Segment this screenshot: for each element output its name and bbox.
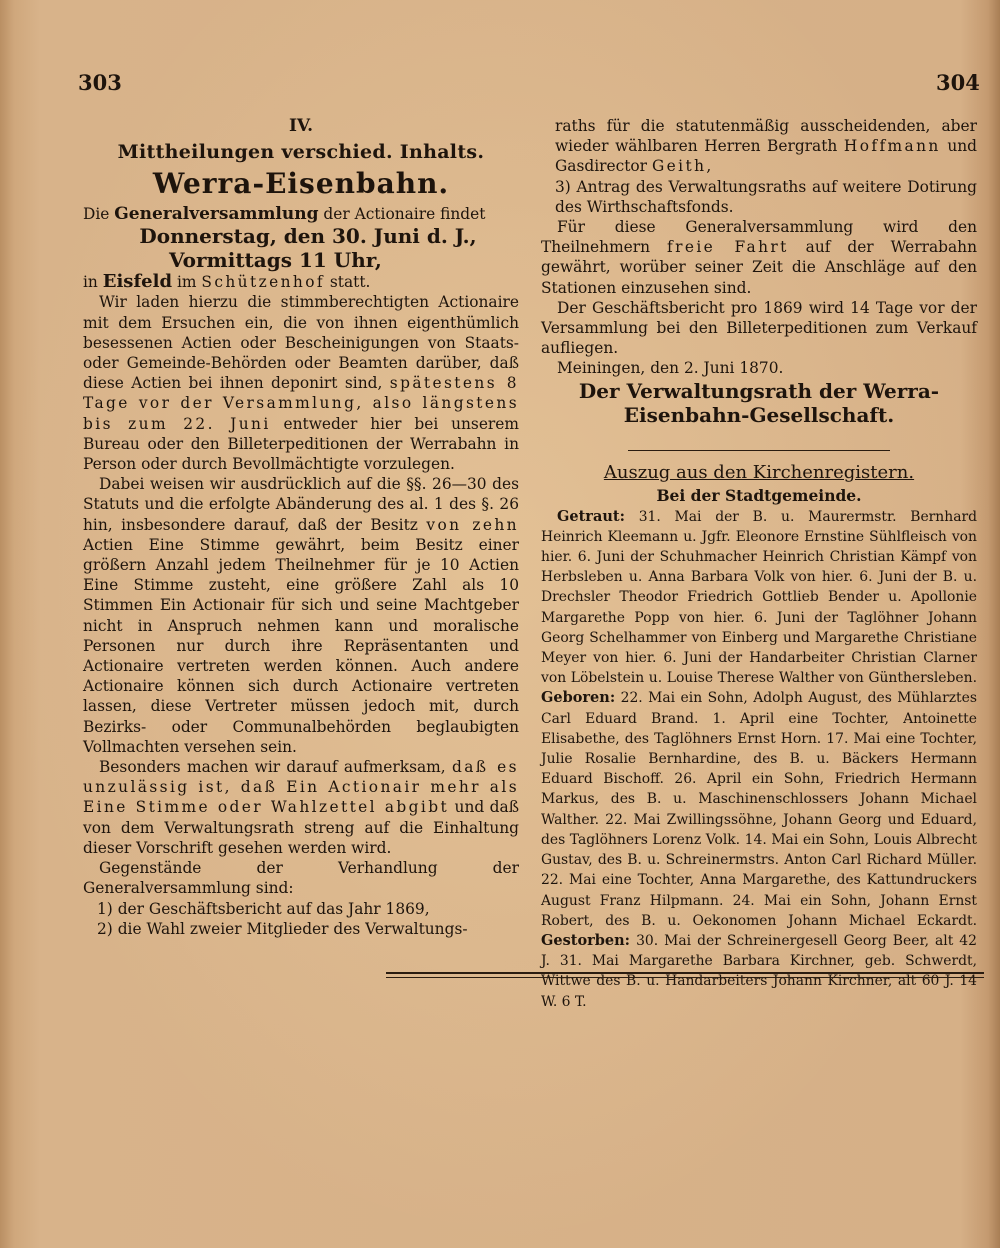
agenda-item-2-continued [541,116,977,177]
bottom-rule-thin [386,977,984,978]
p5-text-c: auf der Werrabahn gewährt, worüber seiner Zeit die Anschläge auf den Stationen einzusehen sind. [541,238,977,297]
paragraph-statutes [83,474,519,757]
page-number-right: 304 [936,70,980,95]
right-column [541,116,977,1012]
text-geboren: 22. Mai ein Sohn, Adolph August, des Mühlarztes Carl Eduard Brand. 1. April eine Tochter, Antoinette Elisabethe, des Taglöhners Ernst Horn. 17. Mai eine Tochter, Julie Rosalie Bernhardine, des B. u. Bäckers Hermann Eduard Bischoff. 26. April ein Sohn, Friedrich Hermann Markus, des B. u. Maschinenschlossers Johann Michael Walther. 22. Mai Zwillingssöhne, Johann Georg und Eduard, des Taglöhners Lorenz Volk. 14. Mai ein Sohn, Louis Albrecht Gustav, des B. u. Schreinermstrs. Anton Carl Richard Müller. 22. Mai eine Tochter, Anna Margarethe, des Kattundruckers August Franz Hilpmann. 24. Mai ein Sohn, Johann Ernst Robert, des B. u. Oekonomen Johann Michael Eckardt. [541,690,977,929]
text-getraut: 31. Mai der B. u. Maurermstr. Bernhard Heinrich Kleemann u. Jgfr. Eleonore Ernstine Sühlfleisch von hier. 6. Juni der Schuhmacher Heinrich Christian Kämpf von Herbsleben u. Anna Barbara Volk von hier. 6. Juni der B. u. Drechsler Theodor Friedrich Gottlieb Bender u. Apollonie Margarethe Popp von hier. 6. Juni der Taglöhner Johann Georg Schelhammer von Einberg und Margarethe Christiane Meyer von hier. 6. Juni der Handarbeiter Christian Clarner von Löbelstein u. Louise Therese Walther von Günthersleben. [541,508,978,687]
p5-text-a: Für diese Generalversammlung wird den Theilnehmern [541,218,977,257]
meeting-date: Donnerstag, den 30. Juni d. J., [139,224,477,249]
label-getraut: Getraut: [557,507,625,525]
paragraph-agenda: Gegenstände der Verhandlung der Generalversammlung sind: [83,859,519,898]
meeting-place [83,272,519,292]
p2-von-zehn: von zehn [426,515,519,534]
intro-die: Die [83,205,110,223]
name-hoffmann: Hoffmann [843,137,941,156]
page-number-left: 303 [78,70,122,95]
name-geith: Geith, [651,157,714,176]
place-schuetzenhof: Schützenhof [201,273,325,292]
register-subtitle: Bei der Stadtgemeinde. [656,485,862,505]
p1-text-c: entweder hier bei unserem Bureau oder den Billeterpeditionen der Werrabahn in Person oder durch Bevollmächtigte vorzulegen. [83,414,519,474]
text-gestorben: 30. Mai der Schreinergesell Georg Beer, alt 42 J. 31. Mai Margarethe Barbara Kirchner, geb. Schwerdt, Wittwe des B. u. Handarbeiters Johann Kirchner, alt 60 J. 14 W. 6 T. [541,932,977,1010]
place-eisfeld: Eisfeld [102,271,173,293]
intro-rest: der Actionaire findet [323,205,486,223]
meeting-time: Vormittags 11 Uhr, [169,248,382,273]
section-heading: Mittheilungen verschied. Inhalts. [117,141,485,163]
p2-text-c: Actien Eine Stimme gewährt, beim Besitz einer größern Anzahl jedem Theilnehmer für je 10 Actien Eine Stimme zusteht, eine größere Zahl als 10 Stimmen Ein Actionair für sich und seine Machtgeber nicht in Anspruch nehmen kann und moralische Personen nur durch ihre Repräsentanten und Actionaire vertreten werden können. Auch andere Actionaire können sich durch Actionaire vertreten lassen, diese Vertreter müssen jedoch mit, durch Bezirks- oder Communalbehörden beglaubigten Vollmachten versehen sein. [83,535,519,756]
article-title: Werra-Eisenbahn. [152,167,450,200]
p3-text-c: und daß von dem Verwaltungsrath streng auf die Einhaltung dieser Vorschrift gesehen werden wird. [83,798,519,857]
register-entries [541,507,977,1012]
divider [628,450,890,451]
item2-cont-text2: und Gasdirector [555,137,977,176]
signature: Der Verwaltungsrath der Werra-Eisenbahn-Gesellschaft. [578,378,940,427]
place-im: im [176,273,197,292]
intro-generalversammlung: Generalversammlung [114,204,319,224]
p3-emphasis: daß es unzulässig ist, daß Ein Actionair mehr als Eine Stimme oder Wahlzettel abgibt [83,758,519,817]
left-column [83,116,519,939]
paragraph-invitation [83,292,519,474]
p3-text-a: Besonders machen wir darauf aufmerksam, [99,758,446,777]
item2-cont-text: raths für die statutenmäßig ausscheidenden, aber wieder wählbaren Herren Bergrath [555,117,977,156]
label-gestorben: Gestorben: [541,931,631,949]
agenda-item-2: 2) die Wahl zweier Mitglieder des Verwaltungs- [97,919,468,938]
bottom-rule [386,972,984,974]
paragraph-notice [83,757,519,858]
p1-deadline: spätestens 8 Tage vor der Versammlung, also längstens bis zum 22. Juni [83,374,519,433]
label-geboren: Geboren: [541,689,616,707]
p5-freie-fahrt: freie Fahrt [666,238,789,257]
section-number: IV. [288,116,314,136]
paragraph-free-travel [541,217,977,298]
agenda-item-3: 3) Antrag des Verwaltungsraths auf weitere Dotirung des Wirthschaftsfonds. [555,177,977,216]
intro-line [83,204,519,224]
register-title: Auszug aus den Kirchenregistern. [603,461,915,483]
place-in: in [83,273,98,292]
p1-text-a: Wir laden hierzu die stimmberechtigten Actionaire mit dem Ersuchen ein, die von ihnen eigenthümlich besessenen Actien oder Bescheinigungen von Staats- oder Gemeinde-Behörden oder Beamten darüber, daß diese Actien bei ihnen deponirt sind, [83,293,519,393]
paragraph-report: Der Geschäftsbericht pro 1869 wird 14 Tage vor der Versammlung bei den Billeterpeditionen zum Verkauf aufliegen. [541,298,977,358]
agenda-item-1: 1) der Geschäftsbericht auf das Jahr 1869, [97,899,430,918]
p2-text-a: Dabei weisen wir ausdrücklich auf die §§. 26—30 des Statuts und die erfolgte Abänderung des al. 1 des §. 26 hin, insbesondere darauf, daß der Besitz [83,475,519,534]
place-statt: statt. [329,273,371,292]
dateline: Meiningen, den 2. Juni 1870. [557,359,784,378]
